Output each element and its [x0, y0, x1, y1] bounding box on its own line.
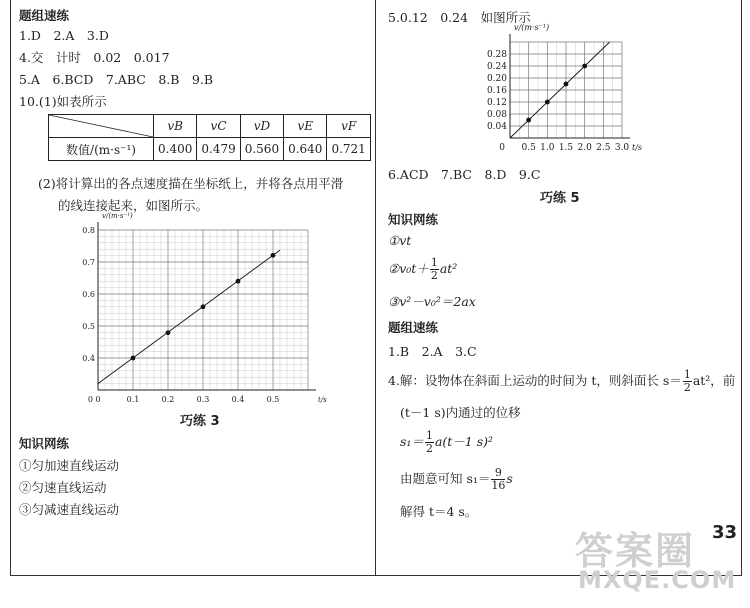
- table-cell: 0.560: [240, 138, 283, 161]
- heading-drill-left: 题组速练: [19, 8, 70, 23]
- fraction-numerator: 1: [425, 429, 433, 442]
- y-tick-label: 0.24: [486, 62, 507, 72]
- fraction-numerator: 9: [491, 467, 505, 480]
- formula-1: ①vt: [388, 233, 412, 248]
- data-point: [582, 64, 587, 69]
- fraction-denominator: 2: [425, 442, 433, 455]
- velocity-time-chart-2: [478, 23, 643, 156]
- paragraph-line-1: (2)将计算出的各点速度描在坐标纸上，并将各点用平滑: [38, 176, 344, 191]
- data-point: [271, 253, 276, 258]
- answer-line-7: 1.B 2.A 3.C: [388, 344, 477, 359]
- data-point: [236, 279, 241, 284]
- x-tick-label: 0.2: [161, 395, 175, 404]
- knowledge-item-1: ①匀加速直线运动: [19, 458, 120, 473]
- x-tick-label: 2.0: [577, 143, 592, 153]
- x-tick-label: 0.5: [266, 395, 280, 404]
- y-tick-label: 0.12: [486, 98, 507, 108]
- table-cell: 0.400: [154, 138, 197, 161]
- y-tick-label: 0.04: [486, 122, 507, 132]
- data-point: [166, 330, 171, 335]
- table-header-cell: vB: [154, 115, 197, 138]
- origin-label: 0: [499, 143, 505, 153]
- solution-line-4: [400, 467, 513, 492]
- data-point: [526, 118, 531, 123]
- answer-line-5: 5.0.12 0.24 如图所示: [388, 10, 531, 25]
- x-axis-label: t/s: [318, 396, 327, 404]
- fraction-denominator: 2: [683, 381, 691, 394]
- fraction: [491, 467, 505, 492]
- knowledge-item-2: ②匀速直线运动: [19, 480, 107, 495]
- fraction: [425, 430, 434, 455]
- solution-line-2: (t－1 s)内通过的位移: [400, 405, 521, 420]
- heading-knowledge-left: 知识网练: [19, 436, 70, 451]
- origin-label: 0: [87, 395, 93, 404]
- y-tick-label: 0.28: [486, 50, 507, 60]
- paragraph-line-2: 的线连接起来，如图所示。: [58, 198, 209, 213]
- x-tick-label: 0.3: [196, 395, 210, 404]
- y-tick-label: 0.5: [82, 322, 95, 331]
- data-point: [201, 304, 206, 309]
- x-tick-label: 0.5: [521, 143, 536, 153]
- table-header-cell: vE: [284, 115, 327, 138]
- table-header-row: [49, 115, 371, 138]
- fraction-denominator: 16: [491, 479, 506, 492]
- solution-text: a(t－1 s)²: [434, 434, 494, 449]
- formula-2-prefix: ②v₀t＋: [388, 261, 429, 276]
- table-cell: 0.479: [197, 138, 240, 161]
- table-header-cell: vF: [327, 115, 370, 138]
- answer-line-3: 5.A 6.BCD 7.ABC 8.B 9.B: [19, 72, 214, 87]
- formula-2-suffix: at²: [439, 261, 458, 276]
- solution-text: s: [506, 471, 513, 486]
- solution-text: 4.解：设物体在斜面上运动的时间为 t，则斜面长 s＝: [388, 373, 682, 388]
- table-header-cell: vD: [240, 115, 283, 138]
- solution-line-1: [388, 369, 735, 394]
- x-tick-label: 2.5: [596, 143, 611, 153]
- x-axis-label: t/s: [632, 143, 643, 152]
- fraction-numerator: 1: [430, 256, 438, 269]
- solution-text: at²，前: [692, 373, 736, 388]
- page-number: 33: [712, 522, 738, 543]
- y-tick-label: 0.16: [486, 86, 507, 96]
- fraction-denominator: 2: [430, 269, 438, 282]
- caption-qiaolian-3: 巧练 3: [180, 414, 220, 429]
- y-tick-label: 0.20: [486, 74, 507, 84]
- x-tick-label: 0: [95, 395, 101, 404]
- table-cell: 0.640: [284, 138, 327, 161]
- velocity-time-chart-1: [70, 212, 327, 408]
- fraction-numerator: 1: [683, 368, 691, 381]
- watermark-url: MXQE.COM: [578, 566, 737, 594]
- column-divider: [375, 0, 376, 575]
- formula-2: [388, 257, 457, 282]
- x-tick-label: 0.4: [231, 395, 245, 404]
- diagonal-line: [49, 115, 153, 137]
- y-tick-label: 0.6: [82, 290, 95, 299]
- watermark-logo: 答案圈: [575, 529, 696, 573]
- x-tick-label: 3.0: [614, 143, 630, 153]
- answer-line-1: 1.D 2.A 3.D: [19, 28, 109, 43]
- caption-qiaolian-5: 巧练 5: [540, 191, 580, 206]
- data-point: [545, 100, 550, 105]
- x-tick-label: 0.1: [126, 395, 140, 404]
- formula-3: ③v²－v₀²＝2ax: [388, 294, 476, 309]
- y-tick-label: 0.08: [486, 110, 507, 120]
- answer-line-4: 10.(1)如表所示: [19, 94, 107, 109]
- table-cell: 0.721: [327, 138, 370, 161]
- heading-knowledge-right: 知识网练: [388, 212, 439, 227]
- velocity-table: [48, 114, 371, 161]
- y-tick-label: 0.8: [82, 226, 95, 235]
- y-tick-label: 0.4: [82, 354, 95, 363]
- table-row: [49, 138, 371, 161]
- y-axis-label: v/(m·s⁻¹): [102, 212, 133, 220]
- fraction: [430, 257, 439, 282]
- answer-line-2: 4.交 计时 0.02 0.017: [19, 50, 170, 65]
- table-corner-cell: [49, 115, 154, 138]
- x-tick-label: 1.0: [540, 143, 555, 153]
- solution-line-3: [400, 430, 493, 455]
- solution-text: 由题意可知 s₁＝: [400, 471, 491, 486]
- y-tick-label: 0.7: [82, 258, 95, 267]
- fraction: [683, 369, 692, 394]
- data-point: [131, 356, 136, 361]
- x-tick-label: 1.5: [558, 143, 574, 153]
- data-point: [564, 82, 569, 87]
- y-axis-label: v/(m·s⁻¹): [514, 23, 550, 32]
- knowledge-item-3: ③匀减速直线运动: [19, 502, 120, 517]
- solution-text: s₁＝: [400, 434, 424, 449]
- table-row-label: 数值/(m·s⁻¹): [49, 138, 154, 161]
- solution-line-5: 解得 t＝4 s。: [400, 504, 478, 519]
- answer-line-6: 6.ACD 7.BC 8.D 9.C: [388, 167, 541, 182]
- heading-drill-right: 题组速练: [388, 320, 439, 335]
- table-header-cell: vC: [197, 115, 240, 138]
